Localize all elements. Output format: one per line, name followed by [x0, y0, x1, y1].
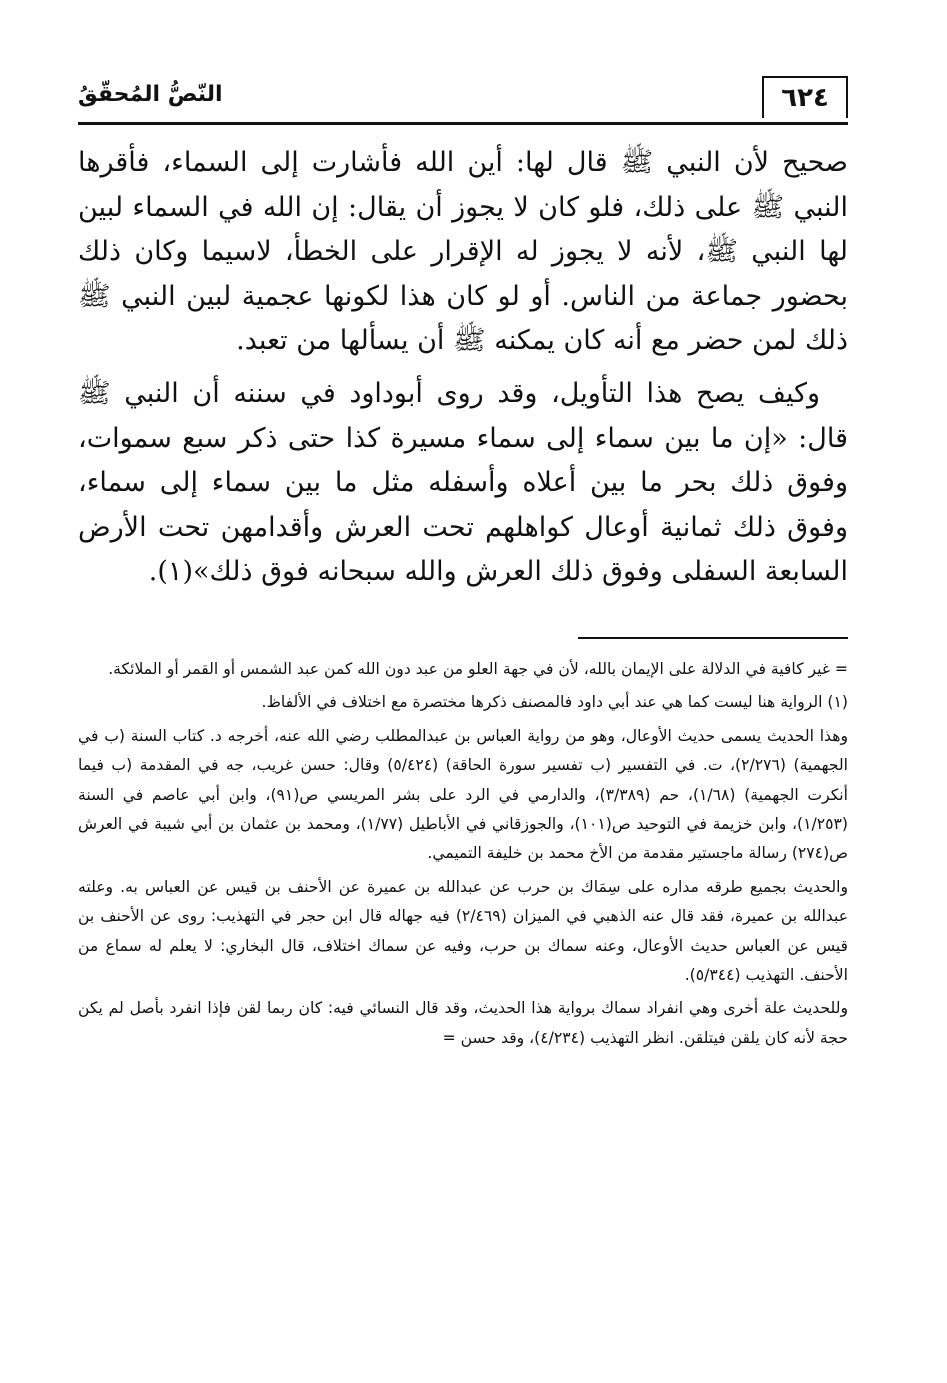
footnote-separator	[578, 637, 848, 639]
page-header	[78, 70, 848, 125]
running-title: النّصُّ المُحقّقُ	[78, 82, 223, 107]
main-paragraph-2: وكيف يصح هذا التأويل، وقد روى أبوداود في سننه أن النبي ﷺ قال: «إن ما بين سماء إلى سماء مسيرة كذا حتى ذكر سبع سموات، وفوق ذلك بحر ما بين أعلاه وأسفله مثل ما بين سماء إلى سماء، وفوق ذلك ثمانية أوعال كواهلهم تحت العرش وأقدامهن تحت الأرض السابعة السفلى وفوق ذلك العرش والله سبحانه فوق ذلك»(١).	[78, 377, 848, 588]
footnote-continuation: = غير كافية في الدلالة على الإيمان بالله، لأن في جهة العلو من عبد دون الله كمن عبد الشمس أو القمر أو الملائكة.	[108, 659, 848, 678]
footnote-1-illa: وللحديث علة أخرى وهي انفراد سماك برواية هذا الحديث، وقد قال النسائي فيه: كان ربما لقن فإذا انفرد بأصل لم يكن حجة لأنه كان يلقن فيتلقن. انظر التهذيب (٤/٢٣٤)، وقد حسن =	[78, 999, 848, 1047]
book-page	[78, 70, 848, 1350]
page-number: ٦٢٤	[762, 76, 848, 118]
footnote-1: (١) الرواية هنا ليست كما هي عند أبي داود فالمصنف ذكرها مختصرة مع اختلاف في الألفاظ.	[261, 693, 848, 712]
footnotes	[78, 655, 848, 1053]
footnote-1-isnad: والحديث بجميع طرقه مداره على سِمَاك بن حرب عن عبدالله بن عميرة عن الأحنف بن قيس عن العباس به. وعلته عبدالله بن عميرة، فقد قال عنه الذهبي في الميزان (٢/٤٦٩) فيه جهاله قال ابن حجر في التهذيب: روى عن الأحنف بن قيس عن العباس حديث الأوعال، وعنه سماك بن حرب، وفيه عن سماك اختلاف، قال البخاري: لا يعلم له سماع من الأحنف. التهذيب (٥/٣٤٤).	[78, 877, 848, 984]
main-paragraph-1: صحيح لأن النبي ﷺ قال لها: أين الله فأشارت إلى السماء، فأقرها النبي ﷺ على ذلك، فلو كان لا يجوز أن يقال: إن الله في السماء لبين لها النبي ﷺ، لأنه لا يجوز له الإقرار على الخطأ، لاسيما وكان ذلك بحضور جماعة من الناس. أو لو كان هذا لكونها عجمية لبين النبي ﷺ ذلك لمن حضر مع أنه كان يمكنه ﷺ أن يسألها من تعبد.	[78, 147, 848, 357]
footnote-1-takhrij: وهذا الحديث يسمى حديث الأوعال، وهو من رواية العباس بن عبدالمطلب رضي الله عنه، أخرجه د. كتاب السنة (ب في الجهمية) (٢/٢٧٦)، ت. في التفسير (ب تفسير سورة الحاقة) (٥/٤٢٤) وقال: حسن غريب، جه في المقدمة (ب فيما أنكرت الجهمية) (١/٦٨)، حم (٣/٣٨٩)، والدارمي في الرد على بشر المريسي ص(٩١)، وابن أبي عاصم في السنة (١/٢٥٣)، وابن خزيمة في التوحيد ص(١٠١)، والجوزقاني في الأباطيل (١/٧٧)، ومحمد بن عثمان بن أبي شيبة في العرش ص(٢٧٤) رسالة ماجستير مقدمة من الأخ محمد بن خليفة التميمي.	[78, 726, 848, 863]
main-text	[78, 141, 848, 595]
